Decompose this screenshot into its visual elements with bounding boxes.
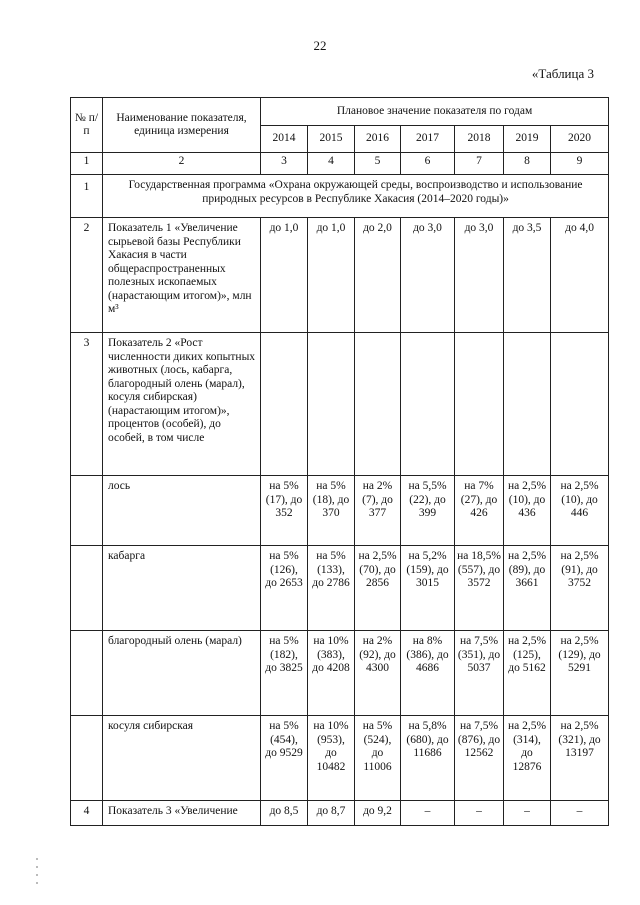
value-cell: до 9,2 <box>355 801 401 826</box>
value-cell: на 5,2% (159), до 3015 <box>401 546 455 631</box>
header-row <box>71 98 609 126</box>
col-number: 5 <box>355 153 401 175</box>
table-label: «Таблица 3 <box>531 66 594 81</box>
col-number: 3 <box>261 153 308 175</box>
value-cell: до 3,0 <box>455 218 504 333</box>
value-cell: на 2% (7), до 377 <box>355 476 401 546</box>
program-num: 1 <box>71 175 103 218</box>
value-cell: до 8,5 <box>261 801 308 826</box>
table-row <box>71 801 609 826</box>
value-cell: на 7,5% (351), до 5037 <box>455 631 504 716</box>
value-cell <box>261 333 308 476</box>
col-number: 1 <box>71 153 103 175</box>
row-name: благородный олень (марал) <box>103 631 261 716</box>
value-cell: до 1,0 <box>308 218 355 333</box>
table-row <box>71 716 609 801</box>
table-row <box>71 218 609 333</box>
table-row <box>71 476 609 546</box>
year-2019: 2019 <box>504 125 551 153</box>
value-cell: на 5% (126), до 2653 <box>261 546 308 631</box>
value-cell: на 5% (18), до 370 <box>308 476 355 546</box>
value-cell: на 5,5% (22), до 399 <box>401 476 455 546</box>
value-cell: на 2,5% (321), до 13197 <box>551 716 609 801</box>
col-number: 7 <box>455 153 504 175</box>
row-name: Показатель 2 «Рост численности диких копытных животных (лось, кабарга, благородный олень (марал), косуля сибирская) (нарастающим итогом)», процентов (особей), до особей, в том числе <box>103 333 261 476</box>
value-cell: на 5% (524), до 11006 <box>355 716 401 801</box>
col-number: 8 <box>504 153 551 175</box>
year-2018: 2018 <box>455 125 504 153</box>
col-number: 2 <box>103 153 261 175</box>
row-num <box>71 631 103 716</box>
row-name: Показатель 3 «Увеличение <box>103 801 261 826</box>
year-2016: 2016 <box>355 125 401 153</box>
row-num: 2 <box>71 218 103 333</box>
row-num: 4 <box>71 801 103 826</box>
value-cell: – <box>401 801 455 826</box>
row-num <box>71 546 103 631</box>
col-number: 6 <box>401 153 455 175</box>
value-cell: на 2,5% (70), до 2856 <box>355 546 401 631</box>
value-cell: на 5% (17), до 352 <box>261 476 308 546</box>
value-cell: на 2,5% (129), до 5291 <box>551 631 609 716</box>
value-cell: – <box>504 801 551 826</box>
value-cell: – <box>455 801 504 826</box>
value-cell: на 5% (133), до 2786 <box>308 546 355 631</box>
table-row <box>71 631 609 716</box>
program-title: Государственная программа «Охрана окружающей среды, воспроизводство и использование природных ресурсов в Республике Хакасия (2014–2020 годы)» <box>103 175 609 218</box>
value-cell <box>455 333 504 476</box>
year-2017: 2017 <box>401 125 455 153</box>
header-plan: Плановое значение показателя по годам <box>261 98 609 126</box>
row-name: Показатель 1 «Увеличение сырьевой базы Республики Хакасия в части общераспространенных полезных ископаемых (нарастающим итогом)», млн м³ <box>103 218 261 333</box>
table-row <box>71 333 609 476</box>
value-cell: на 8% (386), до 4686 <box>401 631 455 716</box>
row-name: косуля сибирская <box>103 716 261 801</box>
table-row <box>71 546 609 631</box>
value-cell <box>401 333 455 476</box>
year-2015: 2015 <box>308 125 355 153</box>
value-cell: на 2,5% (314), до 12876 <box>504 716 551 801</box>
value-cell: до 8,7 <box>308 801 355 826</box>
value-cell: на 7,5% (876), до 12562 <box>455 716 504 801</box>
value-cell <box>355 333 401 476</box>
value-cell: на 5,8% (680), до 11686 <box>401 716 455 801</box>
value-cell: до 4,0 <box>551 218 609 333</box>
row-num: 3 <box>71 333 103 476</box>
value-cell: на 10% (383), до 4208 <box>308 631 355 716</box>
row-num <box>71 716 103 801</box>
page-number: 22 <box>313 38 327 53</box>
value-cell <box>308 333 355 476</box>
value-cell: на 2% (92), до 4300 <box>355 631 401 716</box>
value-cell: до 2,0 <box>355 218 401 333</box>
value-cell: – <box>551 801 609 826</box>
value-cell: до 1,0 <box>261 218 308 333</box>
row-name: лось <box>103 476 261 546</box>
value-cell: на 18,5% (557), до 3572 <box>455 546 504 631</box>
year-2020: 2020 <box>551 125 609 153</box>
program-row <box>71 175 609 218</box>
col-number: 4 <box>308 153 355 175</box>
value-cell: на 2,5% (89), до 3661 <box>504 546 551 631</box>
value-cell: на 5% (454), до 9529 <box>261 716 308 801</box>
indicators-table <box>70 97 609 826</box>
value-cell <box>551 333 609 476</box>
value-cell <box>504 333 551 476</box>
header-name: Наименование показателя, единица измерения <box>103 98 261 153</box>
value-cell: на 2,5% (91), до 3752 <box>551 546 609 631</box>
value-cell: на 10% (953), до 10482 <box>308 716 355 801</box>
column-numbers-row <box>71 153 609 175</box>
value-cell: на 5% (182), до 3825 <box>261 631 308 716</box>
col-number: 9 <box>551 153 609 175</box>
value-cell: на 2,5% (10), до 436 <box>504 476 551 546</box>
row-name: кабарга <box>103 546 261 631</box>
value-cell: на 7% (27), до 426 <box>455 476 504 546</box>
value-cell: до 3,0 <box>401 218 455 333</box>
year-2014: 2014 <box>261 125 308 153</box>
scan-margin-marks <box>36 852 40 900</box>
value-cell: до 3,5 <box>504 218 551 333</box>
header-num: № п/п <box>71 98 103 153</box>
value-cell: на 2,5% (10), до 446 <box>551 476 609 546</box>
value-cell: на 2,5% (125), до 5162 <box>504 631 551 716</box>
row-num <box>71 476 103 546</box>
